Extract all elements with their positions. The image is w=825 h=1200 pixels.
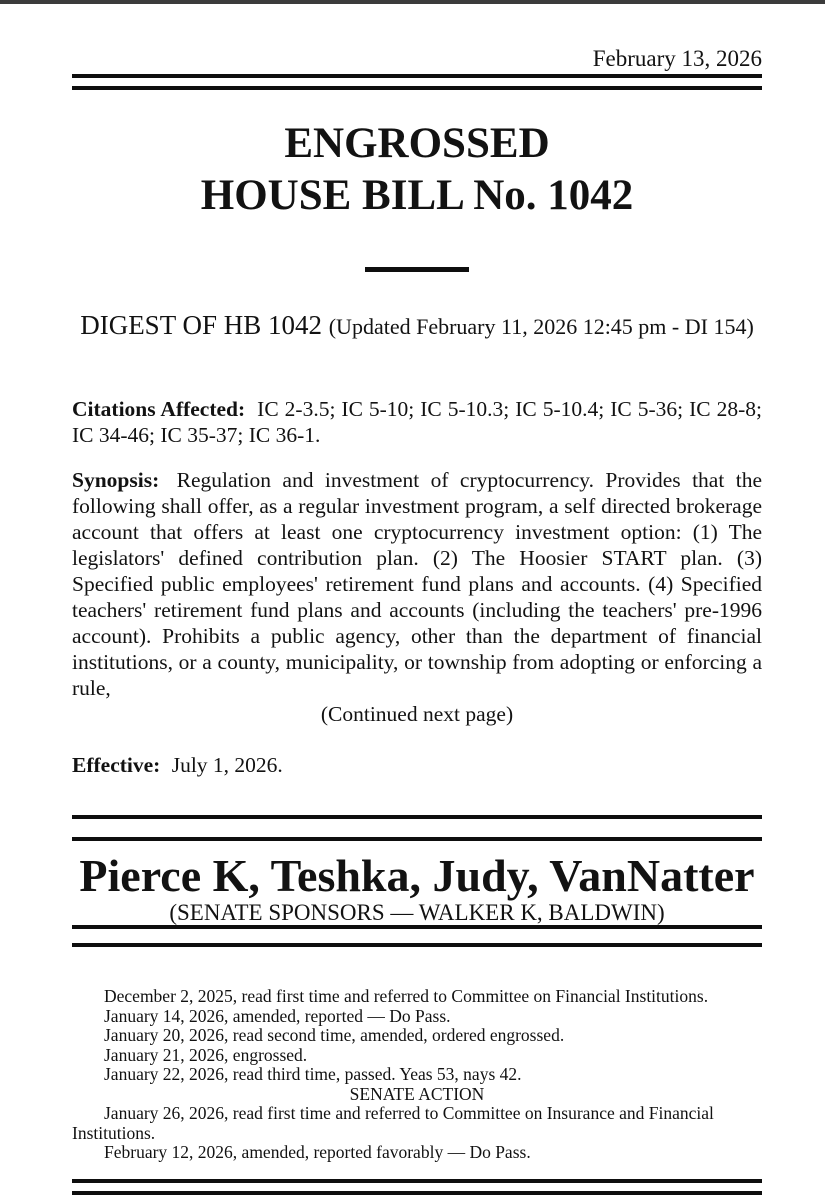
bill-title	[72, 118, 762, 222]
top-edge-bar	[0, 0, 825, 4]
authors-box-rule-top-inner	[72, 837, 762, 841]
header-rule-bottom	[72, 86, 762, 90]
senate-action-entry: February 12, 2026, amended, reported favorably — Do Pass.	[104, 1142, 531, 1162]
bill-title-line1: ENGROSSED	[284, 120, 550, 167]
house-action-entry: January 14, 2026, amended, reported — Do Pass.	[104, 1005, 451, 1026]
authors-box-rule-bottom-inner	[72, 925, 762, 929]
bill-authors: Pierce K, Teshka, Judy, VanNatter	[79, 850, 755, 901]
authors-box-rule-bottom-outer	[72, 943, 762, 947]
senate-action-entry: January 26, 2026, read first time and referred to Committee on Insurance and Financial Institutions.	[72, 1103, 714, 1143]
footer-rule-top	[72, 1179, 762, 1183]
digest-updated-note: (Updated February 11, 2026 12:45 pm - DI 154)	[328, 314, 754, 339]
document-date: February 13, 2026	[592, 46, 762, 71]
digest-heading	[72, 309, 762, 343]
citations-affected-text: IC 2-3.5; IC 5-10; IC 5-10.3; IC 5-10.4; IC 5-36; IC 28-8; IC 34-46; IC 35-37; IC 36-1.	[72, 397, 762, 447]
house-action-entry: December 2, 2025, read first time and referred to Committee on Financial Institutions.	[104, 986, 709, 1006]
effective-paragraph	[72, 752, 762, 778]
house-action-entry: January 22, 2026, read third time, passed. Yeas 53, nays 42.	[104, 1064, 522, 1084]
house-action-entry: January 20, 2026, read second time, amended, ordered engrossed.	[104, 1025, 565, 1045]
header-rule-top	[72, 74, 762, 78]
senate-sponsors: (SENATE SPONSORS — WALKER K, BALDWIN)	[169, 900, 665, 925]
page-content	[72, 46, 762, 1195]
effective-label: Effective:	[72, 753, 161, 777]
bill-history	[72, 987, 762, 1163]
synopsis-text: Regulation and investment of cryptocurrency. Provides that the following shall offer, as a regular investment program, a self directed brokerage account that offers at least one cryptocurrency investment option: (1) The legislators' defined contribution plan. (2) The Hoosier START plan. (3) Specified public employees' retirement fund plans and accounts. (4) Specified teachers' retirement fund plans and accounts (including the teachers' pre-1996 account). Prohibits a public agency, other than the department of financial institutions, or a county, municipality, or township from adopting or enforcing a rule,	[72, 468, 762, 700]
continued-next-page-note: (Continued next page)	[320, 702, 514, 726]
footer-rule-bottom	[72, 1191, 762, 1195]
synopsis-label: Synopsis:	[72, 468, 160, 492]
authors-box-rule-top-outer	[72, 815, 762, 819]
effective-date-text: July 1, 2026.	[171, 753, 283, 777]
house-action-entry: January 21, 2026, engrossed.	[104, 1044, 308, 1065]
digest-heading-main: DIGEST OF HB 1042	[80, 310, 322, 340]
citations-affected-label: Citations Affected:	[72, 397, 246, 421]
senate-action-heading: SENATE ACTION	[349, 1083, 485, 1104]
citations-affected-paragraph	[72, 396, 762, 448]
bill-title-line2: HOUSE BILL No. 1042	[200, 172, 634, 219]
title-separator-rule	[365, 267, 469, 272]
synopsis-paragraph	[72, 467, 762, 701]
